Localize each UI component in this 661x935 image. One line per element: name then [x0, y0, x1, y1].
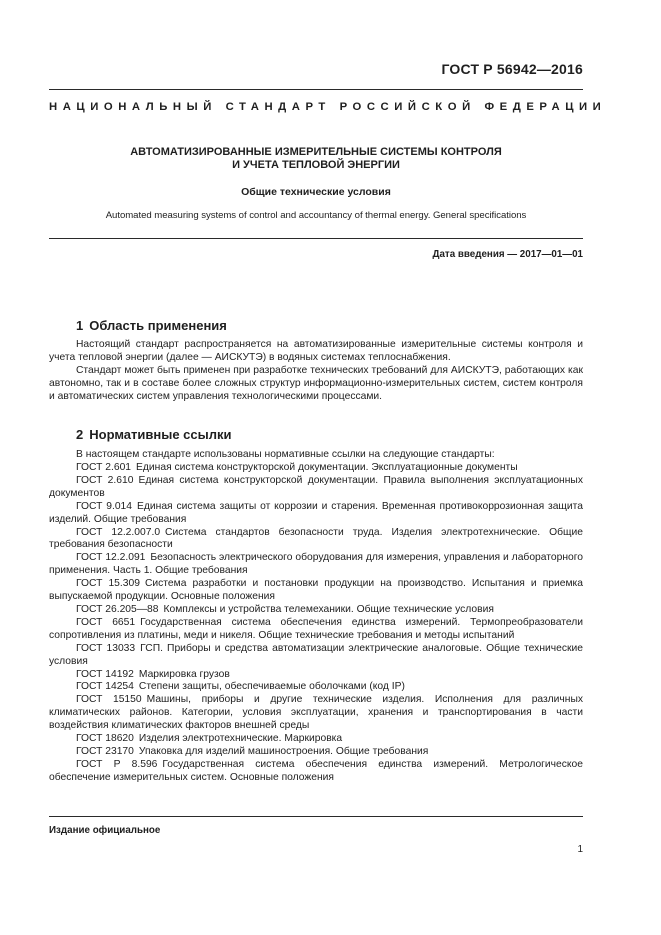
reference-item — [49, 681, 583, 694]
reference-code: ГОСТ 2.601 — [76, 462, 132, 473]
section-title: Область применения — [89, 318, 227, 333]
reference-item — [49, 552, 583, 578]
header-rule — [49, 89, 583, 90]
section-title: Нормативные ссылки — [89, 427, 232, 442]
reference-code: ГОСТ 9.014 — [76, 500, 132, 512]
reference-item — [49, 578, 583, 604]
section-number: 2 — [76, 427, 84, 442]
reference-code: ГОСТ 6651 — [76, 616, 136, 628]
references-intro: В настоящем стандарте использованы нормативные ссылки на следующие стандарты: — [76, 449, 495, 460]
reference-title: Изделия электротехнические. Маркировка — [138, 733, 343, 745]
edition-label: Издание официальное — [49, 825, 161, 836]
reference-item — [49, 643, 583, 669]
title-line-1: АВТОМАТИЗИРОВАННЫЕ ИЗМЕРИТЕЛЬНЫЕ СИСТЕМЫ КОНТРОЛЯ — [130, 146, 502, 158]
reference-code: ГОСТ 2.610 — [76, 474, 134, 486]
section-1-heading — [76, 318, 227, 333]
title-line-2: И УЧЕТА ТЕПЛОВОЙ ЭНЕРГИИ — [232, 159, 400, 171]
footer-rule — [49, 816, 583, 817]
reference-title: Единая система конструкторской документации. Эксплуатационные документы — [136, 462, 518, 473]
references-list — [49, 462, 583, 785]
reference-item — [49, 694, 583, 733]
reference-title: Комплексы и устройства телемеханики. Общие технические условия — [163, 603, 494, 615]
reference-item — [49, 669, 583, 682]
reference-item — [49, 746, 583, 759]
reference-code: ГОСТ 12.2.007.0 — [76, 526, 161, 538]
reference-code: ГОСТ 18620 — [76, 733, 134, 745]
reference-item — [49, 617, 583, 643]
reference-title: Государственная система обеспечения единства измерений. Метрологическое обеспечение измерительных систем. Основные положения — [49, 758, 583, 783]
reference-title: Упаковка для изделий машиностроения. Общие требования — [138, 745, 429, 757]
reference-item — [49, 604, 583, 617]
reference-code: ГОСТ 15150 — [76, 694, 142, 706]
section-1-body — [49, 339, 583, 404]
reference-code: ГОСТ 23170 — [76, 745, 134, 757]
document-title — [49, 146, 583, 172]
section-2-heading — [76, 427, 231, 442]
title-rule — [49, 238, 583, 239]
reference-code: ГОСТ 13033 — [76, 642, 136, 654]
document-number: ГОСТ Р 56942—2016 — [441, 61, 583, 77]
reference-code: ГОСТ 15.309 — [76, 578, 140, 590]
reference-item — [49, 759, 583, 785]
section-number: 1 — [76, 318, 84, 333]
paragraph: Стандарт может быть применен при разработке технических требований для АИСКУТЭ, работающих как автономно, так и в составе более сложных структур информационно-измерительных систем, систем контроля и автоматических систем управления технологическими процессами. — [49, 364, 583, 402]
introduction-date: Дата введения — 2017—01—01 — [432, 249, 583, 260]
reference-item — [49, 733, 583, 746]
reference-item — [49, 501, 583, 527]
reference-title: Степени защиты, обеспечиваемые оболочками (код IP) — [138, 681, 405, 693]
reference-item — [49, 462, 583, 475]
reference-code: ГОСТ 12.2.091 — [76, 552, 146, 564]
reference-title: Система стандартов безопасности труда. Изделия электротехнические. Общие требования безопасности — [49, 526, 584, 551]
reference-title: Система разработки и постановки продукции на производство. Испытания и приемка выпускаемой продукции. Основные положения — [49, 578, 584, 603]
reference-code: ГОСТ Р 8.596 — [76, 758, 158, 770]
paragraph: Настоящий стандарт распространяется на автоматизированные измерительные системы контроля и учета тепловой энергии (далее — АИСКУТЭ) в водяных системах теплоснабжения. — [49, 339, 583, 363]
reference-code: ГОСТ 14192 — [76, 668, 134, 680]
reference-code: ГОСТ 14254 — [76, 681, 134, 693]
document-subtitle: Общие технические условия — [241, 186, 391, 198]
reference-title: Единая система защиты от коррозии и старения. Временная противокоррозионная защита изделий. Общие требования — [49, 500, 583, 525]
standard-banner: НАЦИОНАЛЬНЫЙ СТАНДАРТ РОССИЙСКОЙ ФЕДЕРАЦИИ — [49, 101, 607, 113]
reference-title: Безопасность электрического оборудования для измерения, управления и лабораторного применения. Часть 1. Общие требования — [49, 552, 583, 577]
reference-item — [49, 527, 583, 553]
english-title: Automated measuring systems of control and accountancy of thermal energy. General specifications — [105, 210, 527, 221]
reference-title: Машины, приборы и другие технические изделия. Исполнения для различных климатических районов. Категории, условия эксплуатации, хранения и транспортирования в части воздействия климатических факторов внешней среды — [49, 694, 584, 732]
reference-title: ГСП. Приборы и средства автоматизации электрические аналоговые. Общие технические условия — [49, 642, 583, 667]
reference-item — [49, 475, 583, 501]
reference-code: ГОСТ 26.205—88 — [76, 603, 159, 615]
reference-title: Маркировка грузов — [138, 668, 230, 680]
reference-title: Государственная система обеспечения единства измерений. Термопреобразователи сопротивления из платины, меди и никеля. Общие технические требования и методы испытаний — [49, 616, 583, 641]
reference-title: Единая система конструкторской документации. Правила выполнения эксплуатационных документов — [49, 474, 583, 499]
page-number: 1 — [577, 844, 583, 855]
